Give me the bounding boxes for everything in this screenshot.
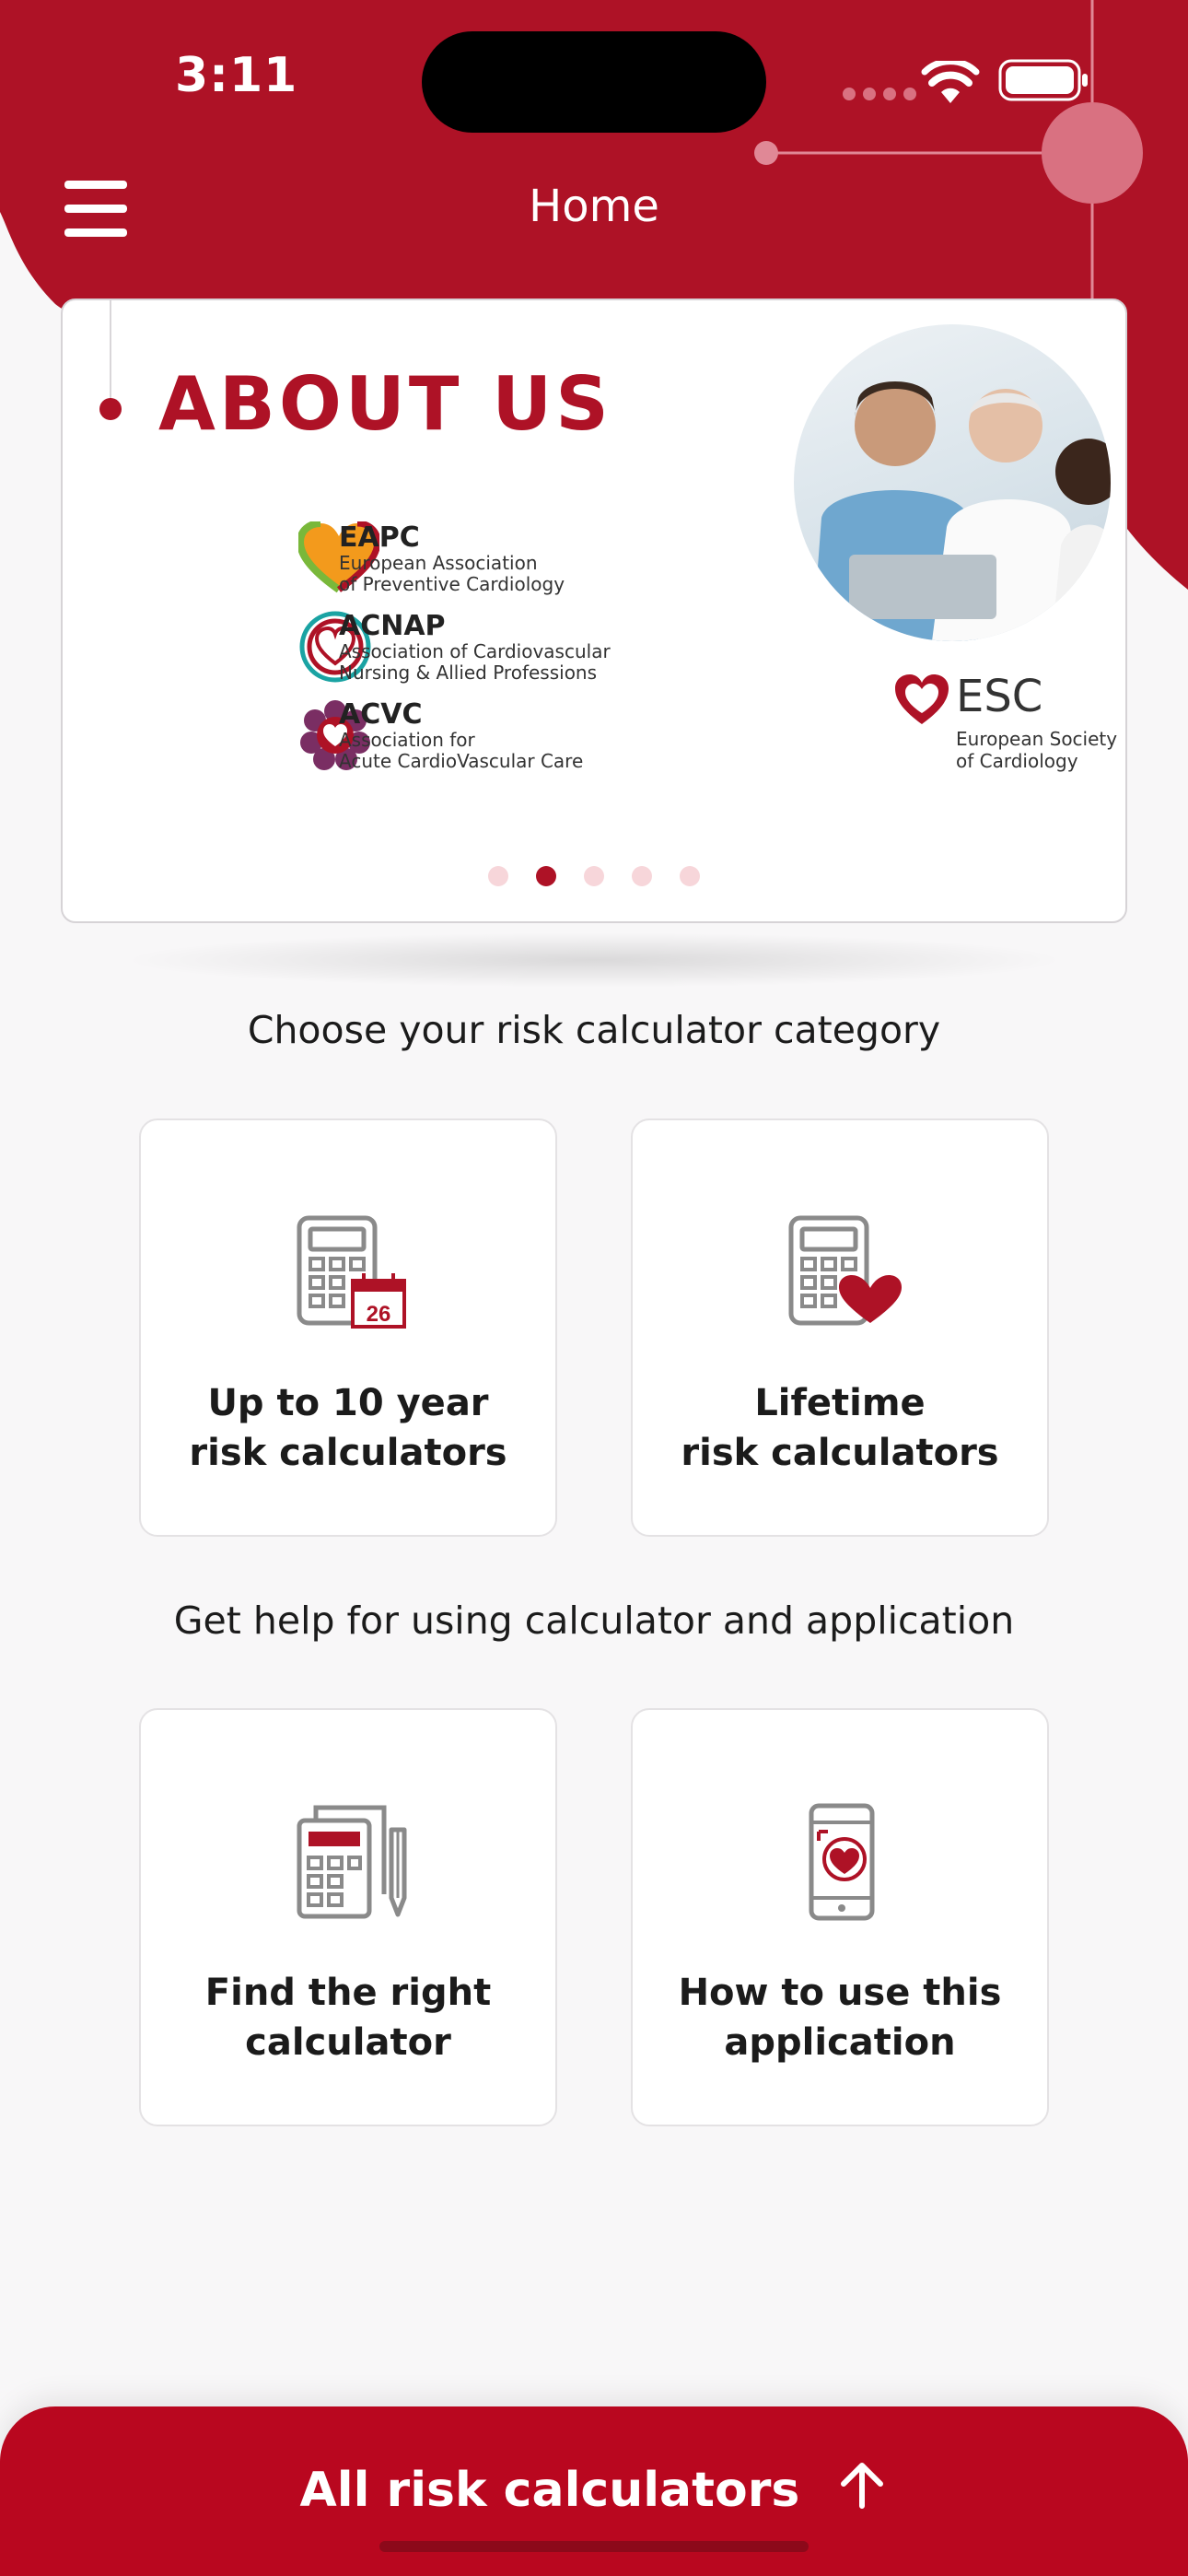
calendar-day: 26: [366, 1302, 391, 1327]
find-calculator-card[interactable]: [139, 1708, 557, 2126]
pagination-dot[interactable]: [680, 866, 700, 886]
org-abbr: ACVC: [339, 698, 423, 731]
pagination-dot[interactable]: [488, 866, 508, 886]
calculator-category-heading: Choose your risk calculator category: [247, 1008, 941, 1052]
how-to-use-card[interactable]: [631, 1708, 1049, 2126]
esc-abbr: ESC: [956, 671, 1043, 722]
battery-icon: [998, 59, 1090, 105]
esc-full-name: European Society of Cardiology: [956, 728, 1118, 772]
card-label: Lifetime risk calculators: [681, 1382, 999, 1474]
pagination-dot[interactable]: [632, 866, 652, 886]
banner-title: ABOUT US: [158, 361, 612, 447]
pagination-dot[interactable]: [584, 866, 604, 886]
about-us-banner[interactable]: [61, 299, 1127, 923]
calculator-calendar-icon: [290, 1212, 410, 1332]
esc-heart-icon: [893, 673, 950, 726]
card-label: Up to 10 year risk calculators: [189, 1382, 507, 1474]
lifetime-calculators-card[interactable]: [631, 1118, 1049, 1537]
page-title: Home: [529, 181, 659, 232]
calculator-pen-icon: [290, 1802, 410, 1922]
ten-year-calculators-card[interactable]: [139, 1118, 557, 1537]
card-label: How to use this application: [678, 1972, 1002, 2064]
status-time: 3:11: [175, 48, 298, 103]
all-risk-calculators-button[interactable]: [0, 2462, 1188, 2518]
calculator-heart-icon: [782, 1212, 902, 1332]
help-heading: Get help for using calculator and application: [173, 1598, 1015, 1643]
org-full-name: Association for Acute CardioVascular Care: [339, 729, 584, 772]
pagination-dot-active[interactable]: [536, 866, 556, 886]
wifi-icon: [921, 61, 980, 109]
dynamic-island: [422, 31, 766, 133]
banner-shadow: [120, 932, 1068, 988]
org-abbr: EAPC: [339, 521, 420, 554]
arrow-up-icon: [836, 2462, 888, 2510]
org-abbr: ACNAP: [339, 610, 446, 642]
org-full-name: Association of Cardiovascular Nursing & Allied Professions: [339, 640, 611, 684]
phone-heart-icon: [782, 1802, 902, 1922]
bottom-bar-label: All risk calculators: [299, 2463, 800, 2518]
esc-logo: [63, 300, 1125, 853]
carousel-pagination: [63, 866, 1125, 890]
home-indicator: [379, 2541, 809, 2552]
org-full-name: European Association of Preventive Cardiology: [339, 552, 565, 595]
card-label: Find the right calculator: [204, 1972, 492, 2064]
cellular-icon: [840, 85, 917, 107]
